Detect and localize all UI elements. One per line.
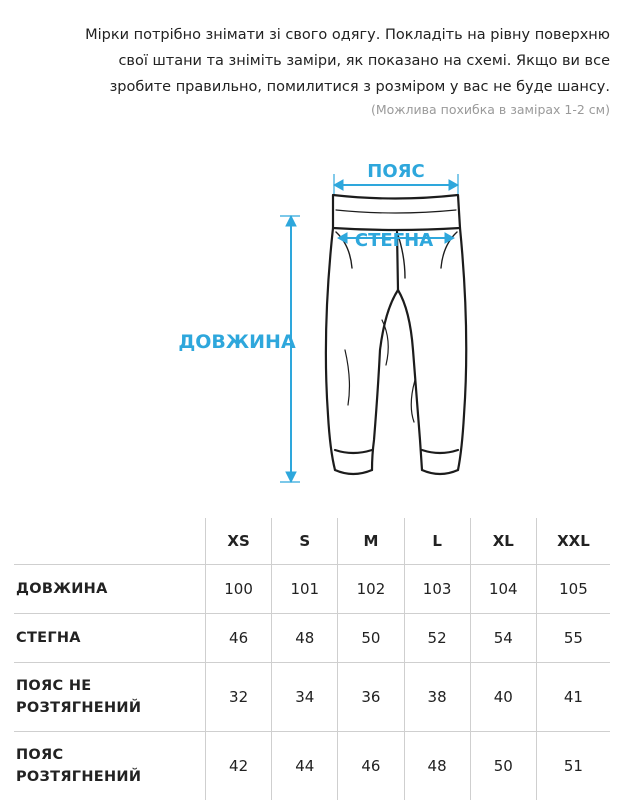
size-s: S xyxy=(272,518,338,565)
table-row xyxy=(14,732,610,800)
cell-value: 41 xyxy=(536,663,610,732)
cell-value: 52 xyxy=(404,614,470,663)
row-label xyxy=(14,614,206,663)
row-label xyxy=(14,663,206,732)
cell-value: 48 xyxy=(404,732,470,800)
label-hips: СТЕГНА xyxy=(354,230,434,251)
cell-value: 46 xyxy=(206,614,272,663)
row-label-line: РОЗТЯГНЕНИЙ xyxy=(16,769,142,785)
size-xl: XL xyxy=(470,518,536,565)
intro-line-1: Мірки потрібно знімати зі свого одягу. Покладіть на рівну поверхню xyxy=(85,27,610,43)
cell-value: 104 xyxy=(470,565,536,614)
row-label xyxy=(14,565,206,614)
cell-value: 103 xyxy=(404,565,470,614)
size-m: M xyxy=(338,518,404,565)
size-table xyxy=(14,518,610,800)
label-length: ДОВЖИНА xyxy=(178,331,296,353)
size-l: L xyxy=(404,518,470,565)
cell-value: 51 xyxy=(536,732,610,800)
cell-value: 44 xyxy=(272,732,338,800)
table-row xyxy=(14,614,610,663)
cell-value: 100 xyxy=(206,565,272,614)
table-row xyxy=(14,565,610,614)
row-label xyxy=(14,732,206,800)
cell-value: 48 xyxy=(272,614,338,663)
cell-value: 32 xyxy=(206,663,272,732)
cell-value: 54 xyxy=(470,614,536,663)
intro-line-3: зробите правильно, помилитися з розміром у вас не буде шансу. xyxy=(109,79,610,95)
cell-value: 42 xyxy=(206,732,272,800)
pants-diagram xyxy=(0,150,636,500)
cell-value: 50 xyxy=(470,732,536,800)
label-waist: ПОЯС xyxy=(367,161,425,182)
intro-text xyxy=(10,22,610,100)
size-header-blank xyxy=(14,518,206,565)
table-row xyxy=(14,663,610,732)
cell-value: 34 xyxy=(272,663,338,732)
cell-value: 55 xyxy=(536,614,610,663)
cell-value: 102 xyxy=(338,565,404,614)
cell-value: 46 xyxy=(338,732,404,800)
size-xs: XS xyxy=(206,518,272,565)
size-xxl: XXL xyxy=(536,518,610,565)
error-note: (Можлива похибка в замірах 1-2 см) xyxy=(370,102,610,117)
cell-value: 36 xyxy=(338,663,404,732)
size-header-row xyxy=(14,518,610,565)
cell-value: 38 xyxy=(404,663,470,732)
row-label-line: СТЕГНА xyxy=(16,630,81,646)
row-label-line: ДОВЖИНА xyxy=(16,581,108,597)
cell-value: 50 xyxy=(338,614,404,663)
row-label-line: ПОЯС НЕ xyxy=(16,678,92,694)
cell-value: 105 xyxy=(536,565,610,614)
row-label-line: ПОЯС xyxy=(16,747,64,763)
row-label-line: РОЗТЯГНЕНИЙ xyxy=(16,700,142,716)
pants-illustration xyxy=(0,150,636,500)
intro-line-2: свої штани та зніміть заміри, як показано на схемі. Якщо ви все xyxy=(118,53,610,69)
cell-value: 40 xyxy=(470,663,536,732)
cell-value: 101 xyxy=(272,565,338,614)
